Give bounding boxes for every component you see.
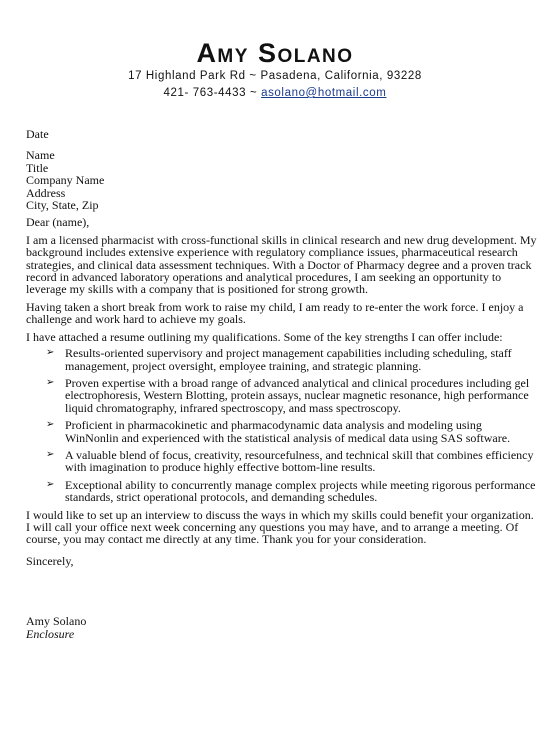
closing-paragraph [26, 509, 534, 546]
paragraph-line: leverage my skills with a company that is positioned for strong growth. [26, 282, 368, 297]
letter-body [26, 127, 537, 641]
arrow-bullet-icon: ➢ [46, 448, 55, 460]
list-item: ➢ A valuable blend of focus, creativity, resourcefulness, and technical skill that combines efficiency with imagination to produce highly effective bottom-line results. [46, 447, 534, 475]
sender-email-link[interactable]: asolano@hotmail.com [261, 87, 387, 99]
sender-name: Amy Solano [196, 38, 354, 68]
signature-name: Amy Solano [26, 614, 87, 629]
paragraph-line: I will call your office next week concerning any questions you may have, and to arrange a meeting. Of [26, 519, 519, 534]
strengths-list [26, 347, 534, 503]
sender-contact-line [0, 85, 550, 102]
sender-phone: 421- 763-4433 ~ [163, 87, 262, 99]
arrow-bullet-icon: ➢ [46, 347, 55, 359]
recipient-company: Company Name [26, 173, 105, 188]
paragraph-line: record in advanced laboratory operations and analytical procedures, I am seeking an opportunity to [26, 270, 502, 285]
paragraph-line: Having taken a short break from work to raise my child, I am ready to re-enter the work force. I enjoy a [26, 299, 524, 314]
recipient-address: Address [26, 185, 66, 200]
paragraph-line: I am a licensed pharmacist with cross-functional skills in clinical research and new drug development. My [26, 232, 537, 247]
recipient-block [26, 149, 534, 211]
paragraph-line: course, you may contact me directly at any time. Thank you for your consideration. [26, 532, 427, 547]
paragraph-line: background includes extensive experience with regulatory compliance issues, pharmaceutical research [26, 245, 518, 260]
letterhead [0, 38, 550, 102]
intro-paragraph [26, 232, 537, 297]
strengths-intro: I have attached a resume outlining my qualifications. Some of the key strengths I can offer include: [26, 329, 503, 344]
list-item: ➢ Exceptional ability to concurrently manage complex projects while meeting rigorous performance standards, strict operational protocols, and demanding schedules. [46, 477, 536, 505]
paragraph-line: I would like to set up an interview to discuss the ways in which my skills could benefit your organization. [26, 507, 534, 522]
sender-address: 17 Highland Park Rd ~ Pasadena, California, 93228 [128, 70, 422, 82]
paragraph-line: challenge and work hard to achieve my goals. [26, 312, 246, 327]
arrow-bullet-icon: ➢ [46, 376, 55, 388]
recipient-city: City, State, Zip [26, 198, 99, 213]
salutation: Dear (name), [26, 215, 90, 230]
list-item: ➢ Results-oriented supervisory and project management capabilities including scheduling, staff management, project oversight, employee training, and strategic planning. [46, 346, 512, 373]
list-item: ➢ Proficient in pharmacokinetic and pharmacodynamic data analysis and modeling using WinNonlin and experienced with the statistical analysis of medical data using SAS software. [46, 418, 511, 445]
recipient-title: Title [26, 160, 49, 175]
complimentary-close: Sincerely, [26, 553, 74, 568]
list-item: ➢ Proven expertise with a broad range of advanced analytical and clinical procedures including gel electrophoresis, Western Blotting, protein assays, nuclear magnetic resonance, high performance liquid chromatography, infrared spectroscopy, and mass spectroscopy. [46, 375, 530, 415]
date-line: Date [26, 127, 49, 141]
recipient-name: Name [26, 148, 55, 163]
arrow-bullet-icon: ➢ [46, 478, 55, 490]
paragraph-line: strategies, and clinical data assessment techniques. With a Doctor of Pharmacy degree and a proven track [26, 257, 532, 272]
career-break-paragraph [26, 301, 534, 326]
enclosure-note: Enclosure [26, 626, 75, 641]
arrow-bullet-icon: ➢ [46, 419, 55, 431]
